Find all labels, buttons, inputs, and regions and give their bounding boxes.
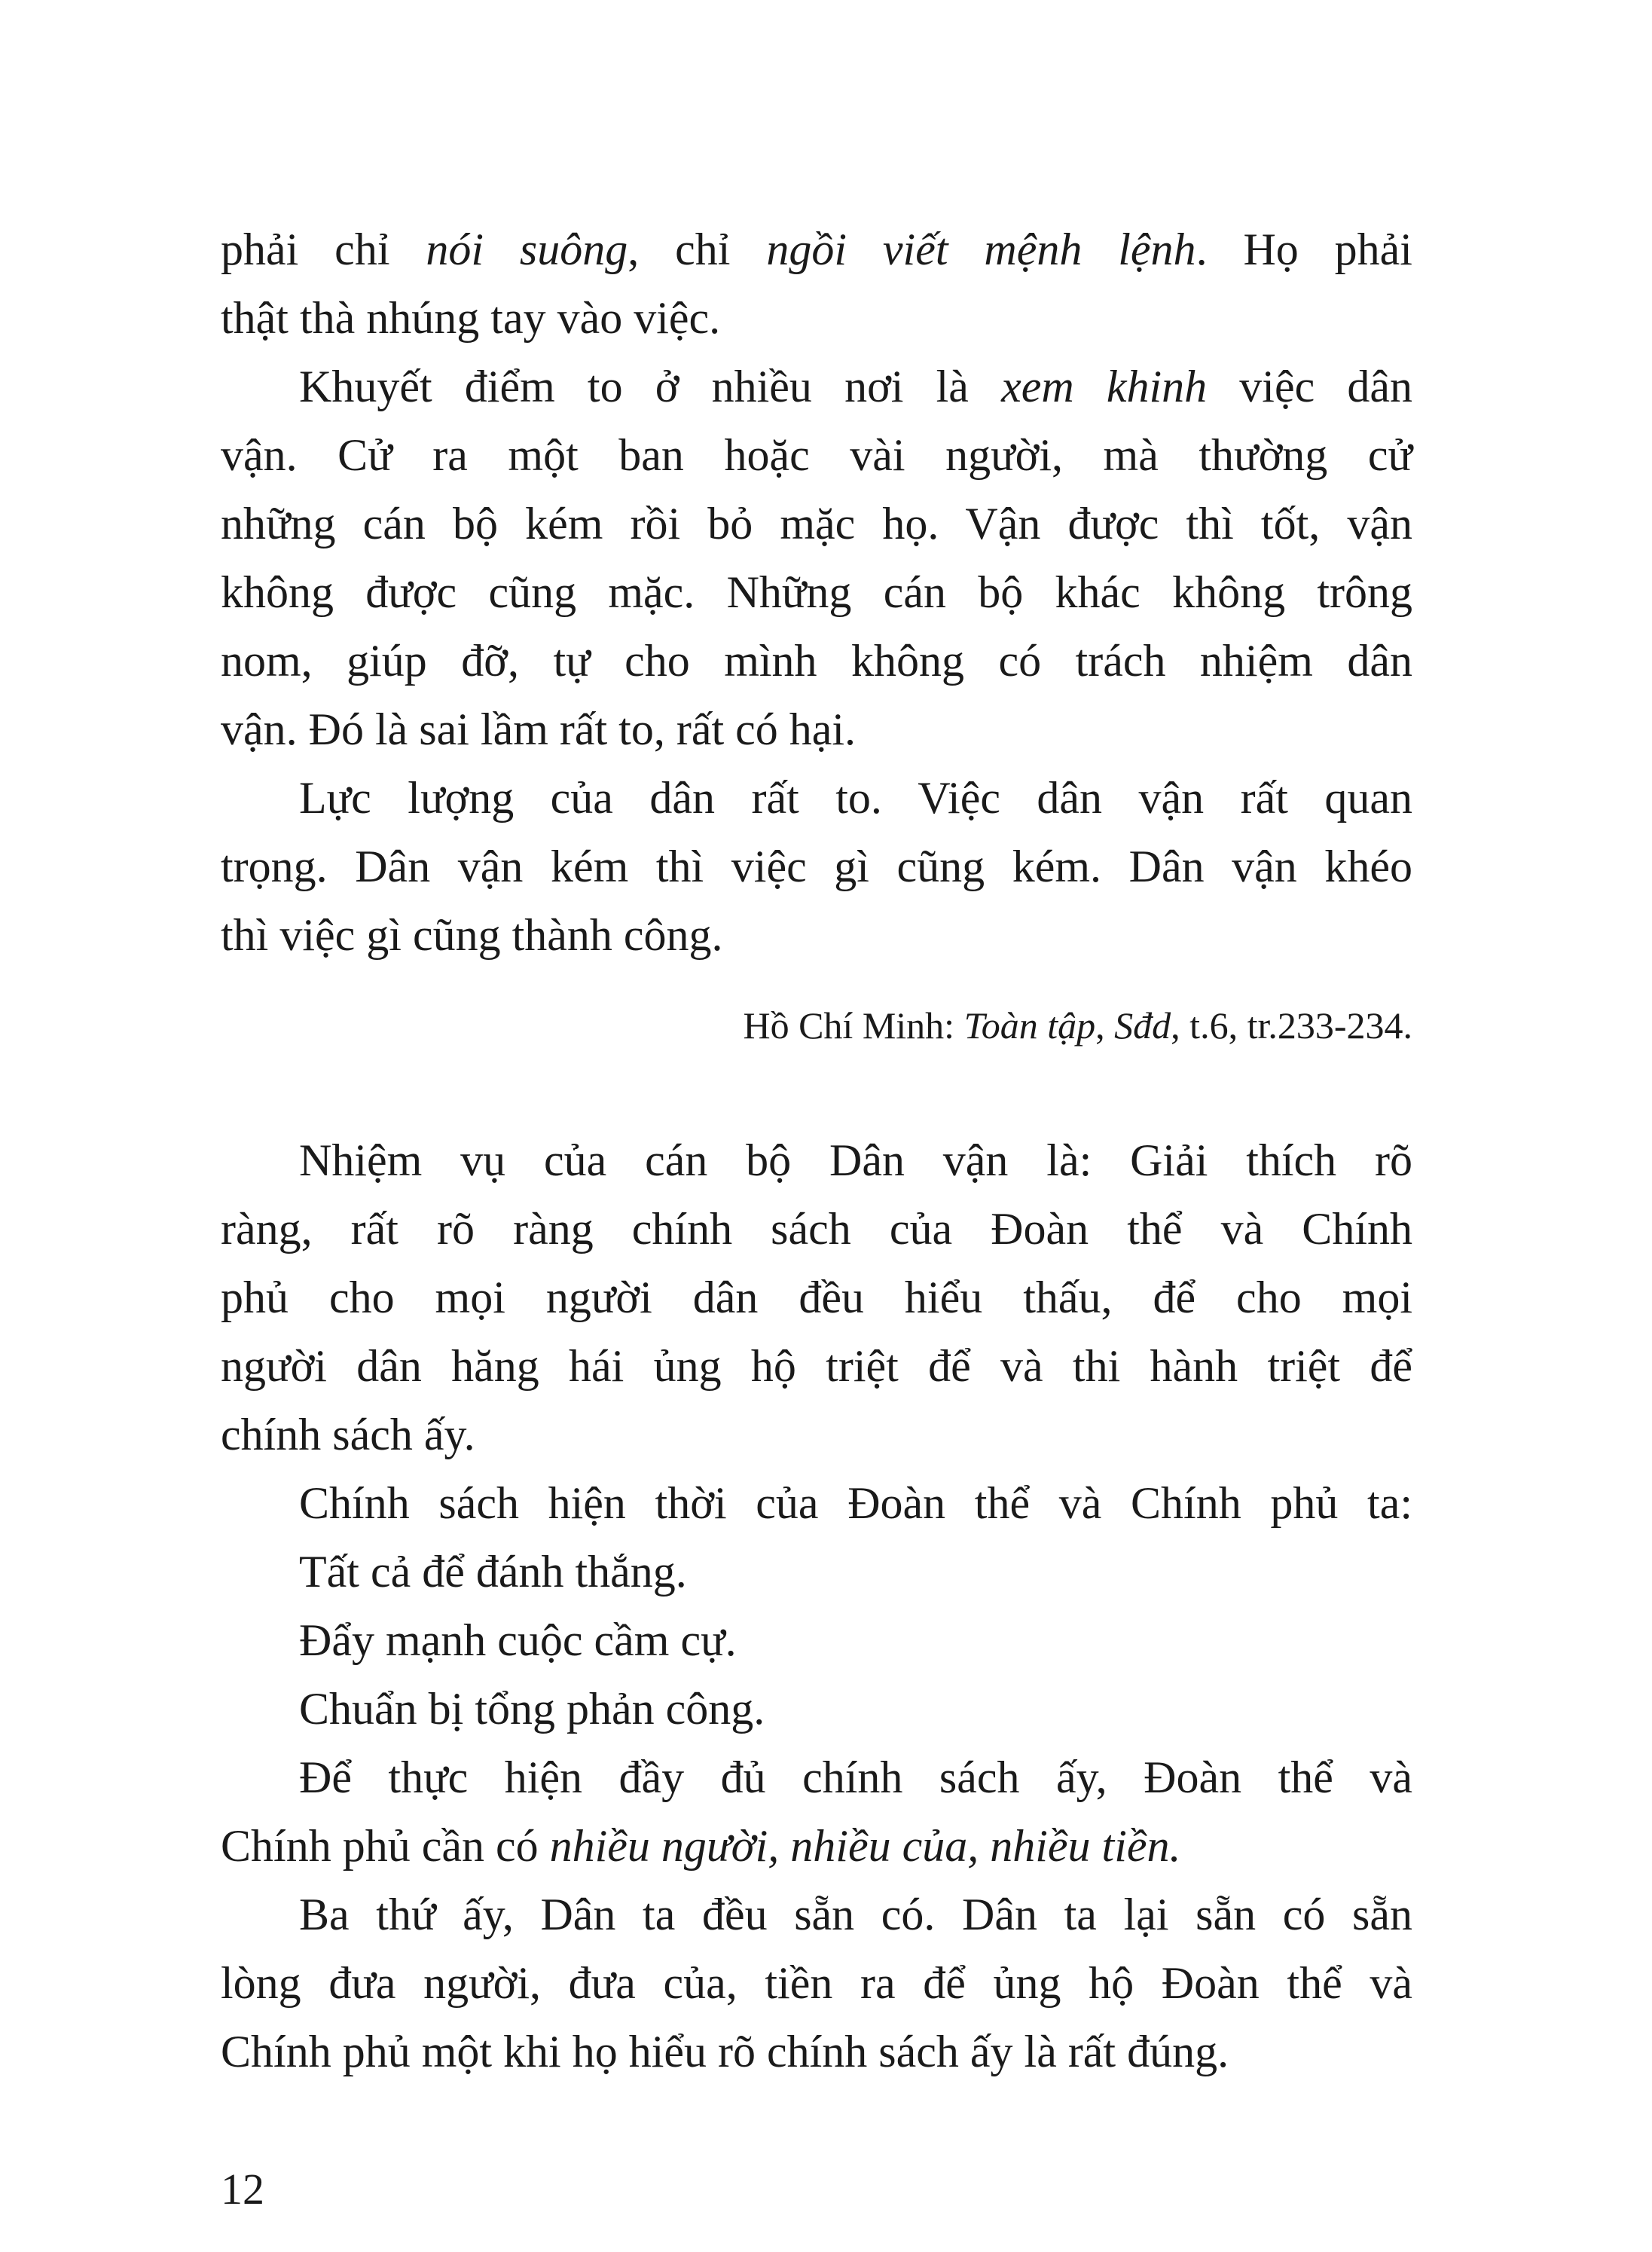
citation-author: Hồ Chí Minh:	[743, 1004, 964, 1047]
italic-text: ngồi viết mệnh lệnh	[766, 225, 1196, 274]
text-line	[221, 1332, 1412, 1401]
text-segment: Chính phủ cần có	[221, 1821, 550, 1871]
italic-text: nhiều người, nhiều của, nhiều tiền.	[549, 1821, 1181, 1871]
text-line	[221, 1469, 1412, 1538]
text-segment: ràng, rất rõ ràng chính sách của Đoàn thể và Chính	[221, 1204, 1412, 1254]
text-line	[221, 2018, 1412, 2086]
text-line	[221, 284, 1412, 353]
text-segment: vận. Đó là sai lầm rất to, rất có hại.	[221, 704, 857, 754]
text-segment: người dân hăng hái ủng hộ triệt để và thi hành triệt để	[221, 1341, 1412, 1391]
text-segment: . Họ phải	[1195, 225, 1412, 274]
text-segment: Để thực hiện đầy đủ chính sách ấy, Đoàn thể và	[299, 1752, 1412, 1802]
text-block-main	[221, 1126, 1412, 2086]
text-segment: Chuẩn bị tổng phản công.	[299, 1684, 765, 1734]
text-segment: Chính sách hiện thời của Đoàn thể và Chính phủ ta:	[299, 1478, 1412, 1528]
text-segment: việc dân	[1207, 362, 1412, 411]
citation	[221, 992, 1412, 1060]
text-line	[221, 901, 1412, 970]
text-line	[221, 1949, 1412, 2018]
text-line	[221, 1401, 1412, 1469]
text-block-quote	[221, 215, 1412, 970]
text-line	[221, 1126, 1412, 1195]
text-segment: Tất cả để đánh thắng.	[299, 1547, 687, 1597]
text-segment: phủ cho mọi người dân đều hiểu thấu, để cho mọi	[221, 1273, 1412, 1322]
text-line	[221, 1675, 1412, 1743]
text-segment: , chỉ	[628, 225, 767, 274]
text-line	[221, 1264, 1412, 1332]
text-line	[221, 764, 1412, 833]
text-line	[221, 490, 1412, 558]
text-line	[221, 1743, 1412, 1812]
text-line	[221, 353, 1412, 421]
text-line	[221, 1881, 1412, 1949]
text-line	[221, 1606, 1412, 1675]
text-line	[221, 627, 1412, 695]
text-segment: thật thà nhúng tay vào việc.	[221, 293, 721, 343]
text-segment: Lực lượng của dân rất to. Việc dân vận rất quan	[299, 773, 1412, 823]
text-segment: lòng đưa người, đưa của, tiền ra để ủng hộ Đoàn thể và	[221, 1958, 1412, 2008]
text-line	[221, 215, 1412, 284]
text-line	[221, 1195, 1412, 1264]
page-number: 12	[221, 2165, 264, 2214]
text-line	[221, 833, 1412, 901]
italic-text: xem khinh	[1001, 362, 1208, 411]
text-segment: vận. Cử ra một ban hoặc vài người, mà thường cử	[221, 430, 1412, 480]
text-segment: Nhiệm vụ của cán bộ Dân vận là: Giải thích rõ	[299, 1135, 1412, 1185]
text-line	[221, 558, 1412, 627]
citation-sep: ,	[1095, 1004, 1115, 1047]
text-segment: nom, giúp đỡ, tự cho mình không có trách nhiệm dân	[221, 636, 1412, 686]
text-segment: Đẩy mạnh cuộc cầm cự.	[299, 1615, 737, 1665]
text-segment: chính sách ấy.	[221, 1410, 475, 1459]
text-segment: Ba thứ ấy, Dân ta đều sẵn có. Dân ta lại sẵn có sẵn	[299, 1890, 1412, 1939]
citation-rest: , t.6, tr.233-234.	[1171, 1004, 1412, 1047]
text-segment: Chính phủ một khi họ hiểu rõ chính sách ấy là rất đúng.	[221, 2027, 1229, 2076]
text-segment: những cán bộ kém rồi bỏ mặc họ. Vận được thì tốt, vận	[221, 499, 1412, 548]
text-segment: không được cũng mặc. Những cán bộ khác không trông	[221, 567, 1412, 617]
text-line	[221, 1812, 1412, 1881]
text-line	[221, 1538, 1412, 1606]
citation-work: Toàn tập	[963, 1004, 1096, 1047]
text-segment: trọng. Dân vận kém thì việc gì cũng kém. Dân vận khéo	[221, 842, 1412, 891]
text-segment: Khuyết điểm to ở nhiều nơi là	[299, 362, 1002, 411]
text-line	[221, 421, 1412, 490]
text-segment: phải chỉ	[221, 225, 426, 274]
text-segment: thì việc gì cũng thành công.	[221, 910, 723, 960]
citation-sdd: Sđd	[1114, 1004, 1171, 1047]
text-line	[221, 695, 1412, 764]
italic-text: nói suông	[426, 225, 628, 274]
